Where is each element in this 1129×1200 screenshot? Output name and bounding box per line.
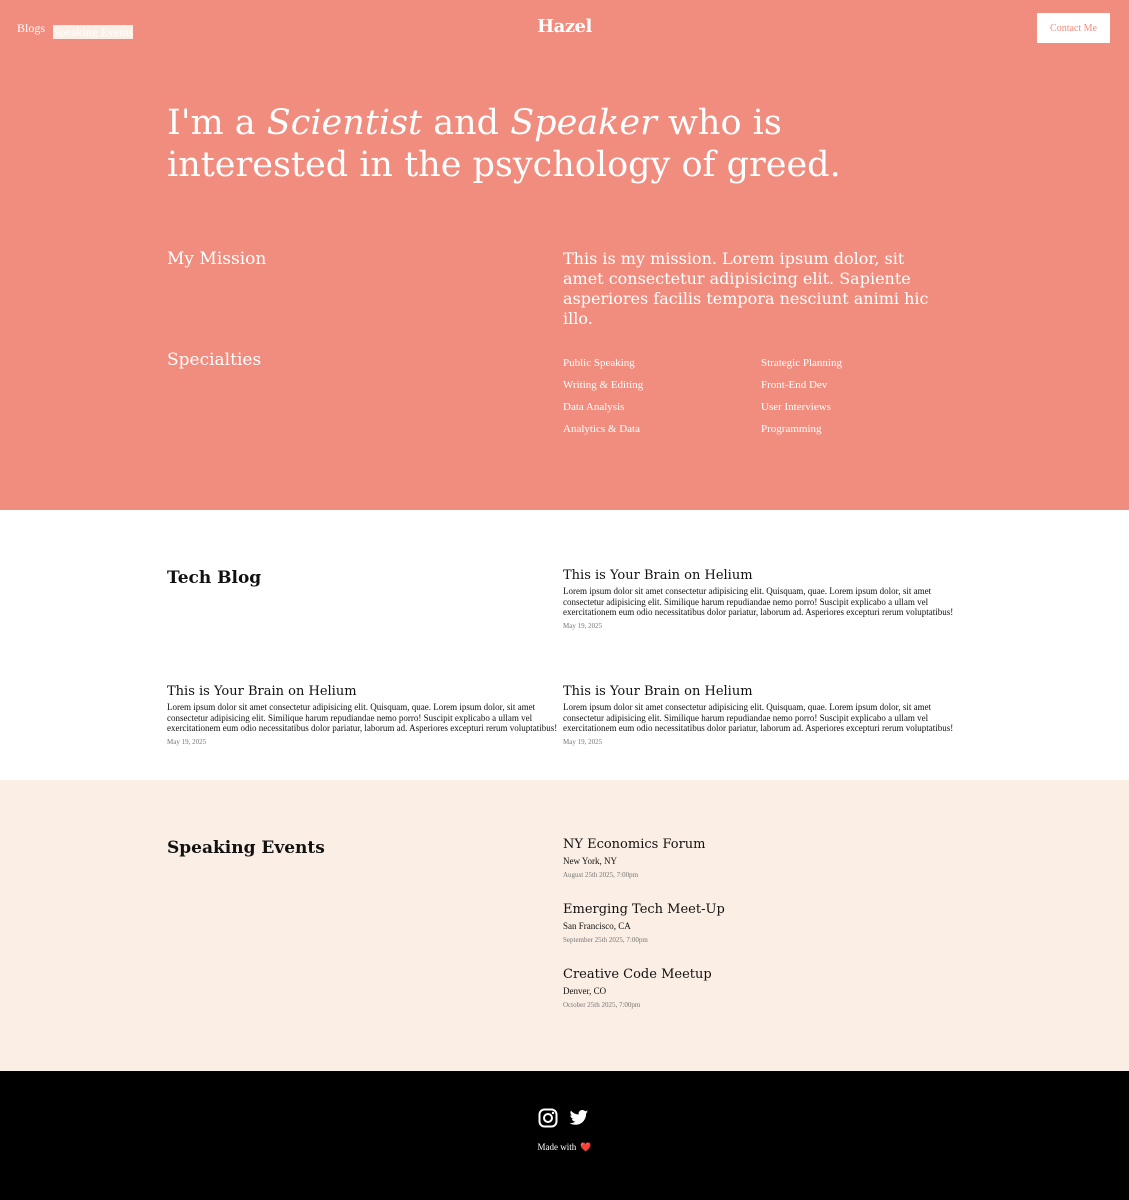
headline-role-scientist: Scientist (266, 103, 423, 143)
blog-post-date: May 19, 2025 (167, 737, 207, 746)
event-name[interactable]: NY Economics Forum (563, 837, 706, 852)
event-datetime: August 25th 2025, 7:00pm (563, 871, 639, 879)
event-datetime: September 25th 2025, 7:00pm (563, 936, 648, 944)
hero-headline (167, 102, 967, 186)
specialty-item: Programming (761, 423, 822, 435)
blog-post[interactable] (563, 684, 958, 746)
specialty-item: Front-End Dev (761, 379, 828, 391)
blog-post-excerpt: Lorem ipsum dolor sit amet consectetur adipisicing elit. Quisquam, quae. Lorem ipsum dolor, sit amet consectetur adipisicing elit. Similique harum repudiandae nemo porro! Suscipit explicabo a ullam vel exercitationem eum odio necessitatibus dolor pariatur, laborum ad. Asperiores excepturi rerum voluptatibus! (563, 702, 954, 733)
specialty-item: Strategic Planning (761, 357, 842, 369)
blog-post-date: May 19, 2025 (563, 621, 603, 630)
tech-blog-title: Tech Blog (167, 568, 262, 588)
nav-link-speaking-events[interactable]: Speaking Events (53, 25, 134, 39)
specialty-item: Public Speaking (563, 357, 635, 369)
event-location: San Francisco, CA (563, 921, 631, 931)
specialty-item: User Interviews (761, 401, 831, 413)
made-with-text (0, 1142, 1129, 1153)
specialties-column-2 (761, 352, 842, 440)
specialty-item: Writing & Editing (563, 379, 644, 391)
twitter-icon[interactable] (569, 1108, 589, 1128)
mission-text: This is my mission. Lorem ipsum dolor, sit amet consectetur adipisicing elit. Sapiente asperiores facilis tempora nesciunt animi hic illo. (563, 249, 929, 328)
speaking-events-title: Speaking Events (167, 838, 325, 858)
blog-post-title[interactable]: This is Your Brain on Helium (563, 684, 753, 699)
blog-post[interactable] (167, 684, 562, 746)
nav-link-blogs[interactable]: Blogs (17, 21, 46, 35)
tech-blog-section (0, 510, 1129, 780)
event-datetime: October 25th 2025, 7:00pm (563, 1001, 641, 1009)
brand-logo[interactable]: Hazel (537, 16, 592, 37)
blog-post-excerpt: Lorem ipsum dolor sit amet consectetur adipisicing elit. Quisquam, quae. Lorem ipsum dolor, sit amet consectetur adipisicing elit. Similique harum repudiandae nemo porro! Suscipit explicabo a ullam vel exercitationem eum odio necessitatibus dolor pariatur, laborum ad. Asperiores excepturi rerum voluptatibus! (167, 702, 558, 733)
top-nav (0, 0, 1129, 56)
specialty-item: Analytics & Data (563, 423, 640, 435)
contact-me-button[interactable]: Contact Me (1037, 13, 1110, 43)
blog-post[interactable] (563, 568, 958, 630)
event-item[interactable] (563, 837, 923, 879)
headline-role-speaker: Speaker (510, 103, 657, 143)
headline-part: I'm a (167, 103, 256, 143)
event-name[interactable]: Creative Code Meetup (563, 967, 712, 982)
mission-label: My Mission (167, 249, 267, 269)
event-location: New York, NY (563, 856, 618, 866)
made-with-label: Made with (537, 1142, 577, 1152)
site-footer (0, 1071, 1129, 1200)
blog-post-excerpt: Lorem ipsum dolor sit amet consectetur adipisicing elit. Quisquam, quae. Lorem ipsum dolor, sit amet consectetur adipisicing elit. Similique harum repudiandae nemo porro! Suscipit explicabo a ullam vel exercitationem eum odio necessitatibus dolor pariatur, laborum ad. Asperiores excepturi rerum voluptatibus! (563, 586, 954, 617)
blog-post-title[interactable]: This is Your Brain on Helium (167, 684, 357, 699)
specialties-label: Specialties (167, 350, 262, 370)
heart-icon: ❤️ (580, 1142, 592, 1152)
event-name[interactable]: Emerging Tech Meet-Up (563, 902, 725, 917)
hero-section (0, 0, 1129, 510)
event-item[interactable] (563, 967, 923, 1009)
headline-part: who is interested in the psychology of greed. (167, 103, 841, 185)
speaking-events-section (0, 780, 1129, 1071)
specialty-item: Data Analysis (563, 401, 625, 413)
blog-post-date: May 19, 2025 (563, 737, 603, 746)
headline-part: and (433, 103, 500, 143)
instagram-icon[interactable] (538, 1108, 558, 1128)
specialties-column-1 (563, 352, 643, 440)
event-location: Denver, CO (563, 986, 607, 996)
event-item[interactable] (563, 902, 923, 944)
blog-post-title[interactable]: This is Your Brain on Helium (563, 568, 753, 583)
